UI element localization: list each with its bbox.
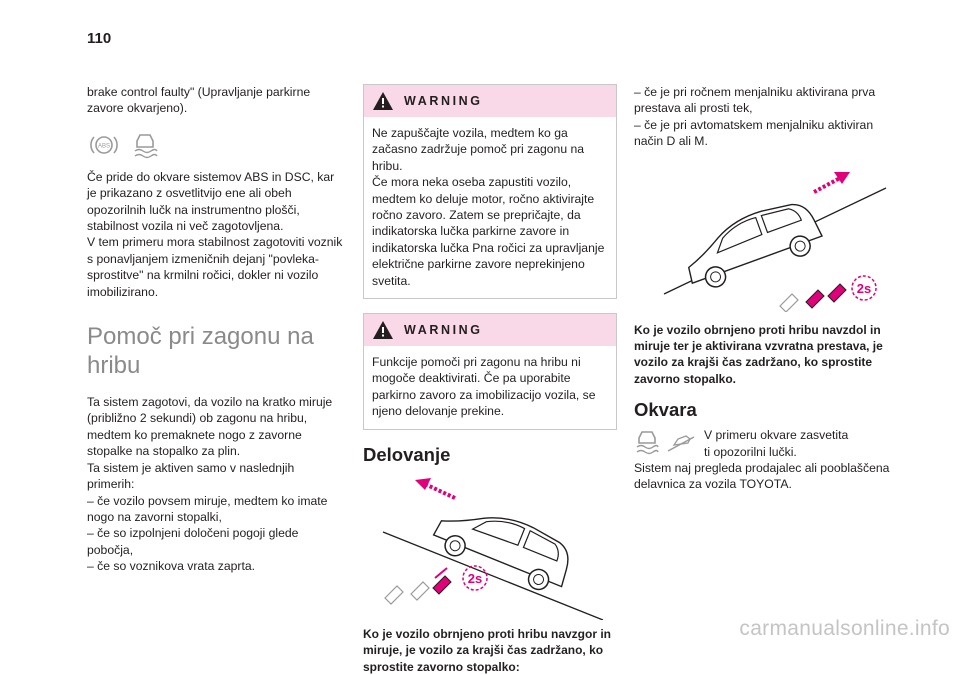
warning-header-1 (364, 85, 616, 117)
warning-triangle-icon (372, 91, 394, 111)
svg-text:ABS: ABS (97, 143, 111, 150)
list-item-manual: – če je pri ročnem menjalniku aktivirana prva prestava ali prosti tek, (634, 85, 876, 116)
downhill-caption: Ko je vozilo obrnjeno proti hribu navzdol in miruje ter je aktivirana vzvratna prestava, je vozilo za krajši čas zadržano, ko sprostite zavorno stopalko. (634, 322, 883, 386)
uphill-car-illustration (363, 470, 617, 620)
downhill-car-illustration (634, 162, 892, 312)
warning-icons-row (87, 131, 345, 159)
body-list-item-3: – če so voznikova vrata zaprta. (87, 559, 256, 574)
page-number: 110 (87, 30, 112, 47)
uphill-caption: Ko je vozilo obrnjeno proti hribu navzgor in miruje, je vozilo za krajši čas zadržano, ko sprostite zavorno stopalko: (363, 626, 611, 674)
subheading-okvara: Okvara (634, 399, 697, 421)
warning-title-2: WARNING (404, 323, 483, 338)
fault-text-2: Sistem naj pregleda prodajalec ali pooblaščena delavnica za vozila TOYOTA. (634, 461, 890, 492)
svg-text:2s: 2s (467, 570, 483, 586)
pedals-icon (385, 568, 451, 604)
fault-icons (634, 427, 696, 455)
fault-text: V primeru okvare zasvetita ti opozorilni lučki. (704, 428, 849, 459)
subheading-delovanje: Delovanje (363, 443, 451, 465)
warning-body-1 (364, 117, 616, 298)
vsc-warning-icon (131, 131, 159, 159)
svg-text:2s: 2s (856, 280, 872, 296)
column-right (634, 84, 892, 493)
direction-arrow-downhill (814, 172, 850, 192)
warning-box-2 (363, 313, 617, 430)
fault-row (634, 427, 892, 460)
warning-body-2 (364, 346, 616, 429)
column-middle (363, 84, 617, 675)
body-list-item-1: – če vozilo povsem miruje, medtem ko imate nogo na zavorni stopalki, (87, 493, 328, 524)
column-left (87, 84, 345, 575)
pedals-icon (780, 284, 846, 312)
two-second-badge (852, 276, 876, 300)
body-list-item-2: – če so izpolnjeni določeni pogoji glede pobočja, (87, 526, 299, 557)
abs-warning-icon (87, 132, 121, 158)
warning-1-line-2: Če mora neka oseba zapustiti vozilo, medtem ko deluje motor, ročno aktivirajte ročno zavoro. Zatem se prepričajte, da indikatorska lučka parkirne zavore in indikatorska lučka Pna ročici za upravljanje električne parkirne zavore neprekinjeno svetita. (372, 175, 605, 288)
warning-triangle-icon (372, 320, 394, 340)
two-second-badge (463, 566, 487, 590)
hill-start-warning-icon (666, 429, 696, 455)
direction-arrow-uphill (415, 478, 455, 498)
section-title: Pomoč pri zagonu na hribu (87, 323, 314, 380)
body-paragraph-2: Ta sistem je aktiven samo v naslednjih primerih: (87, 460, 295, 492)
body-paragraph-1: Ta sistem zagotovi, da vozilo na kratko miruje (približno 2 sekundi) ob zagonu na hribu, medtem ko premaknete nogo z zavorne stopalke na stopalko za plin. (87, 395, 333, 459)
fault-paragraph-2: V tem primeru mora stabilnost zagotoviti voznik s ponavljanjem izmeničnih dejanj "povleka-sprostitve" na krmilni ročici, dokler ni vozilo imobilizirano. (87, 235, 343, 299)
fault-paragraph-1: Če pride do okvare sistemov ABS in DSC, kar je prikazano z osvetlitvijo ene ali obeh opozorilnih lučk na instrumentno plošči, stabilnost vozila ni več zagotovljena. (87, 169, 335, 234)
warning-2-text: Funkcije pomoči pri zagonu na hribu ni mogoče deaktivirati. Če pa uporabite parkirno zavoro za imobilizacijo vozila, se njeno delovanje prekine. (372, 355, 596, 419)
intro-text: brake control faulty" (Upravljanje parkirne zavore okvarjeno). (87, 85, 311, 116)
watermark: carmanualsonline.info (739, 617, 950, 640)
warning-title-1: WARNING (404, 94, 483, 108)
vsc-warning-icon (634, 429, 660, 455)
list-item-automatic: – če je pri avtomatskem menjalniku aktiviran način D ali M. (634, 117, 874, 149)
warning-1-line-1: Ne zapuščajte vozila, medtem ko ga začasno zadržuje pomoč pri zagonu na hribu. (372, 126, 585, 173)
warning-box-1 (363, 84, 617, 299)
warning-header-2 (364, 314, 616, 346)
